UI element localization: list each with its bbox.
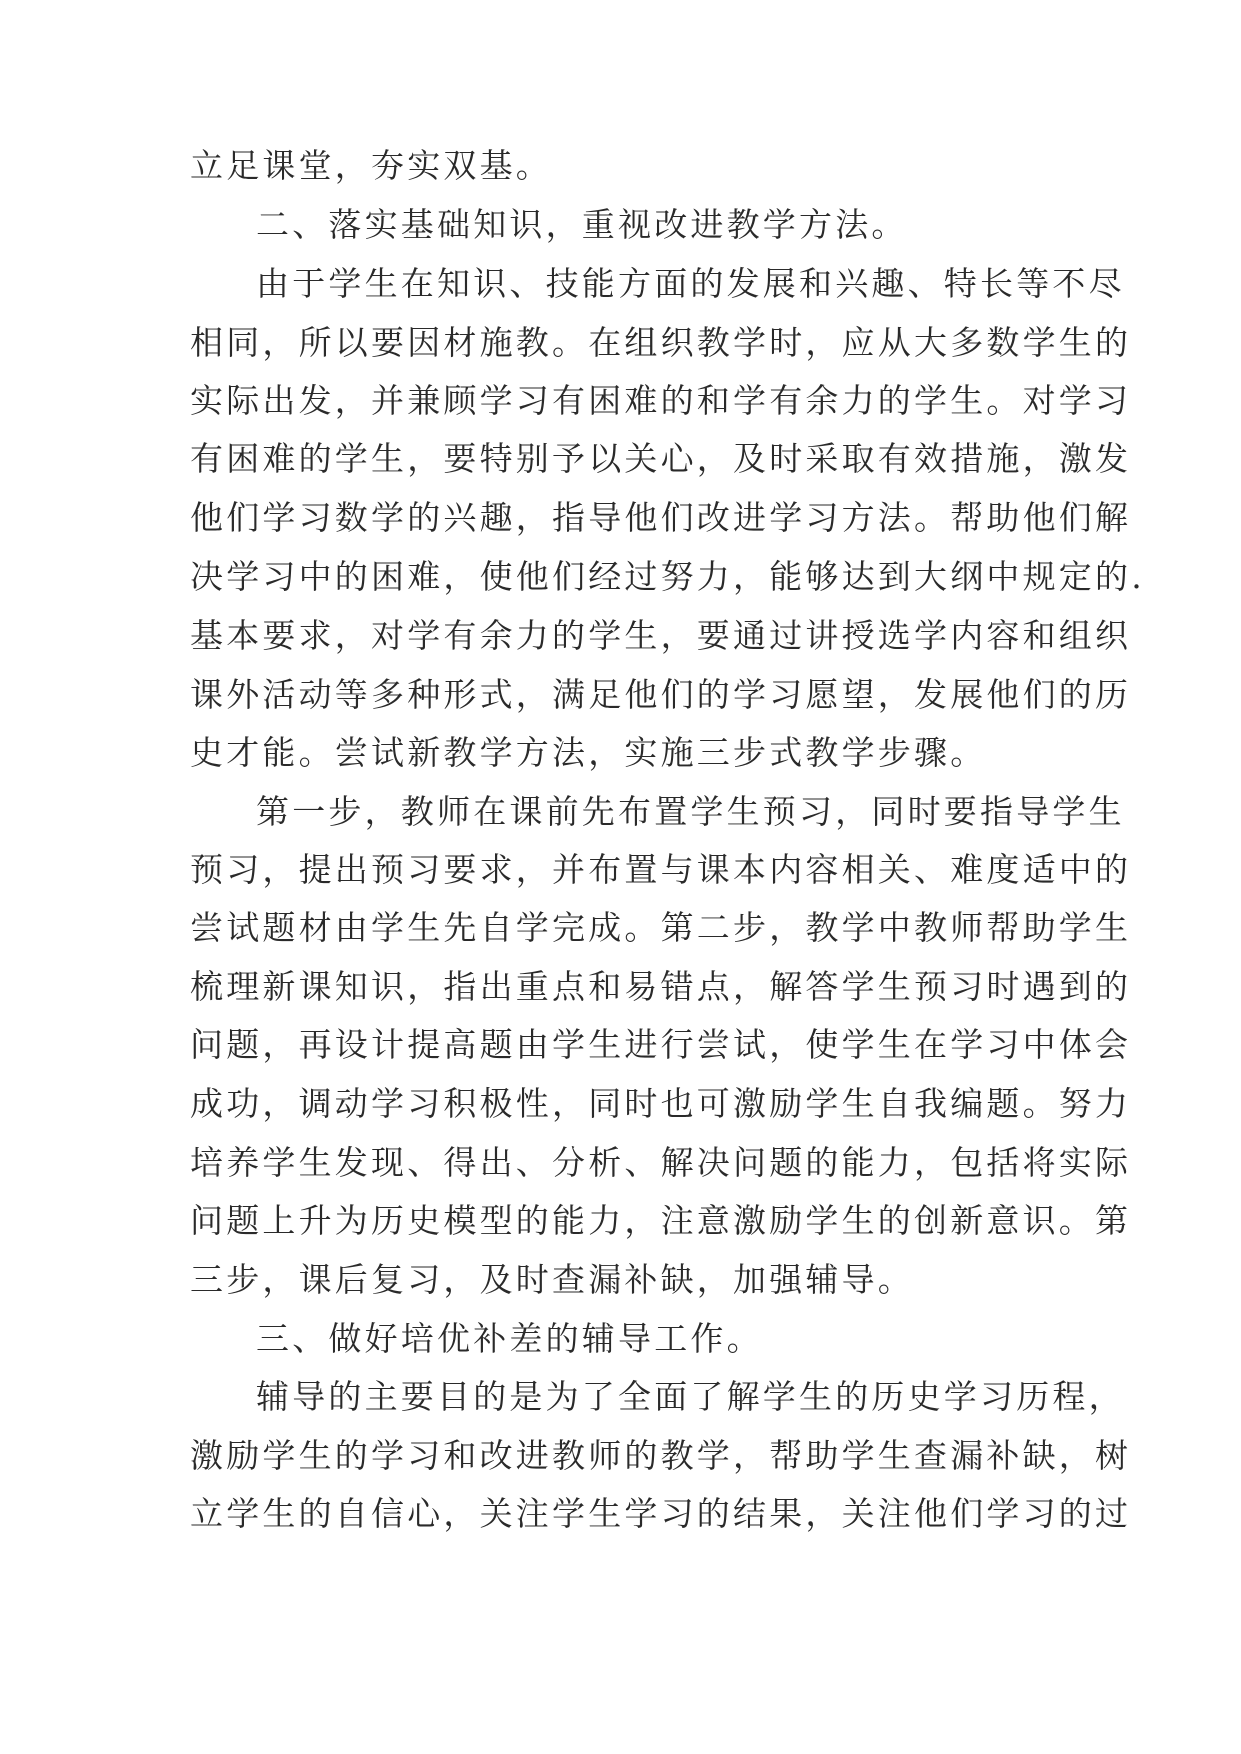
text-line: 史才能。尝试新教学方法，实施三步式教学步骤。 — [190, 733, 987, 772]
text-line: 立足课堂，夯实双基。 — [190, 146, 552, 185]
text-line: 有困难的学生，要特别予以关心，及时采取有效措施，激发 — [190, 439, 1132, 478]
text-line: 问题上升为历史模型的能力，注意激励学生的创新意识。第 — [190, 1201, 1132, 1240]
text-line: 梳理新课知识，指出重点和易错点，解答学生预习时遇到的 — [190, 967, 1132, 1006]
text-line: 由于学生在知识、技能方面的发展和兴趣、特长等不尽 — [256, 264, 1125, 303]
section-heading: 三、做好培优补差的辅导工作。 — [256, 1319, 763, 1358]
text-line: 辅导的主要目的是为了全面了解学生的历史学习历程， — [256, 1377, 1125, 1416]
text-line: 课外活动等多种形式，满足他们的学习愿望，发展他们的历 — [190, 675, 1132, 714]
text-line: 实际出发，并兼顾学习有困难的和学有余力的学生。对学习 — [190, 381, 1132, 420]
text-line: 基本要求，对学有余力的学生，要通过讲授选学内容和组织 — [190, 616, 1132, 655]
text-line: 决学习中的困难，使他们经过努力，能够达到大纲中规定的. — [190, 557, 1145, 596]
text-line: 相同，所以要因材施教。在组织教学时，应从大多数学生的 — [190, 323, 1132, 362]
text-line: 预习，提出预习要求，并布置与课本内容相关、难度适中的 — [190, 850, 1132, 889]
text-line: 他们学习数学的兴趣，指导他们改进学习方法。帮助他们解 — [190, 498, 1132, 537]
document-page — [190, 0, 1145, 1754]
text-line: 第一步，教师在课前先布置学生预习，同时要指导学生 — [256, 792, 1125, 831]
text-line: 成功，调动学习积极性，同时也可激励学生自我编题。努力 — [190, 1084, 1132, 1123]
text-line: 激励学生的学习和改进教师的教学，帮助学生查漏补缺，树 — [190, 1436, 1132, 1475]
text-line: 问题，再设计提高题由学生进行尝试，使学生在学习中体会 — [190, 1025, 1132, 1064]
text-line: 培养学生发现、得出、分析、解决问题的能力，包括将实际 — [190, 1143, 1132, 1182]
text-line: 尝试题材由学生先自学完成。第二步，教学中教师帮助学生 — [190, 908, 1132, 947]
text-line: 三步，课后复习，及时查漏补缺，加强辅导。 — [190, 1260, 914, 1299]
section-heading: 二、落实基础知识，重视改进教学方法。 — [256, 205, 908, 244]
text-line: 立学生的自信心，关注学生学习的结果，关注他们学习的过 — [190, 1494, 1132, 1533]
